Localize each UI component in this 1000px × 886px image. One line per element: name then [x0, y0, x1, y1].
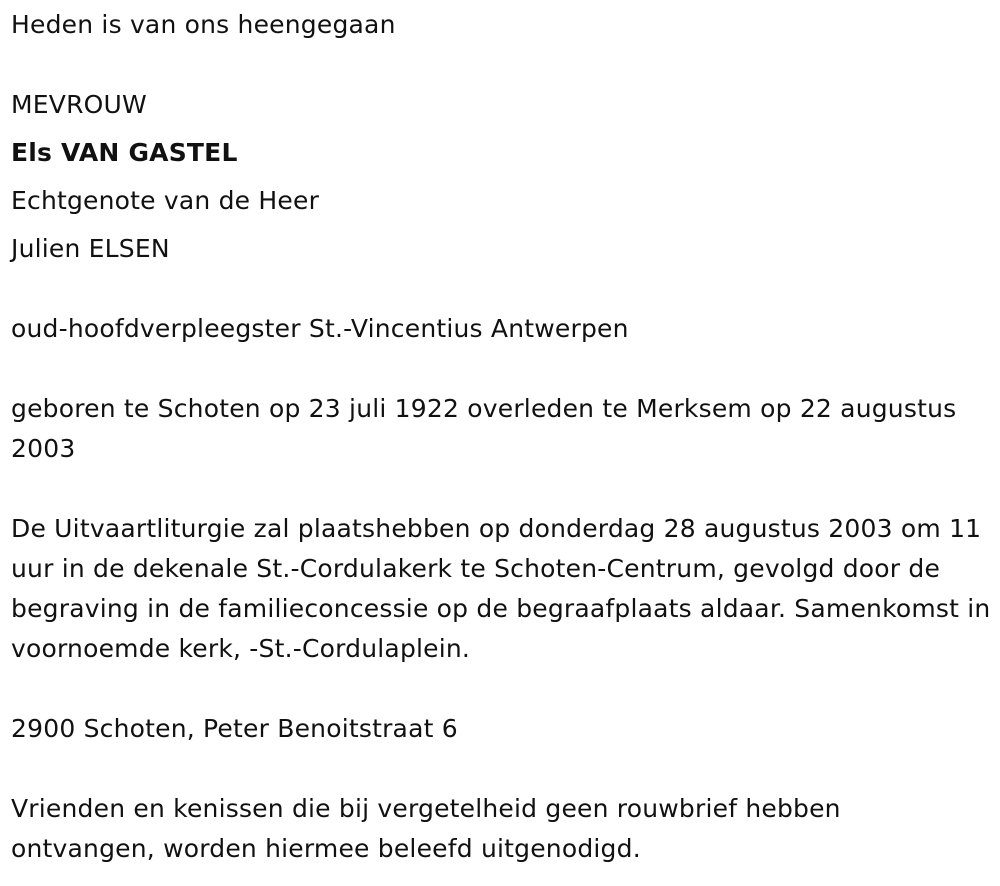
- birth-death-paragraph: geboren te Schoten op 23 juli 1922 overleden te Merksem op 22 augustus 2003: [11, 394, 957, 463]
- address: 2900 Schoten, Peter Benoitstraat 6: [11, 714, 458, 743]
- intro-line: Heden is van ons heengegaan: [11, 10, 396, 39]
- funeral-paragraph: De Uitvaartliturgie zal plaatshebben op donderdag 28 augustus 2003 om 11 uur in de dekenale St.-Cordulakerk te Schoten-Centrum, gevolgd door de begraving in de familieconcessie op de begraafplaats aldaar. Samenkomst in voornoemde kerk, -St.-Cordulaplein.: [11, 514, 991, 663]
- salutation: MEVROUW: [11, 90, 147, 119]
- spouse-line: Echtgenote van de Heer: [11, 186, 320, 215]
- deceased-name: Els VAN GASTEL: [11, 138, 238, 167]
- spouse-name: Julien ELSEN: [11, 234, 170, 263]
- occupation: oud-hoofdverpleegster St.-Vincentius Antwerpen: [11, 314, 629, 343]
- closing-paragraph: Vrienden en kenissen die bij vergetelheid geen rouwbrief hebben ontvangen, worden hiermee beleefd uitgenodigd.: [11, 794, 841, 863]
